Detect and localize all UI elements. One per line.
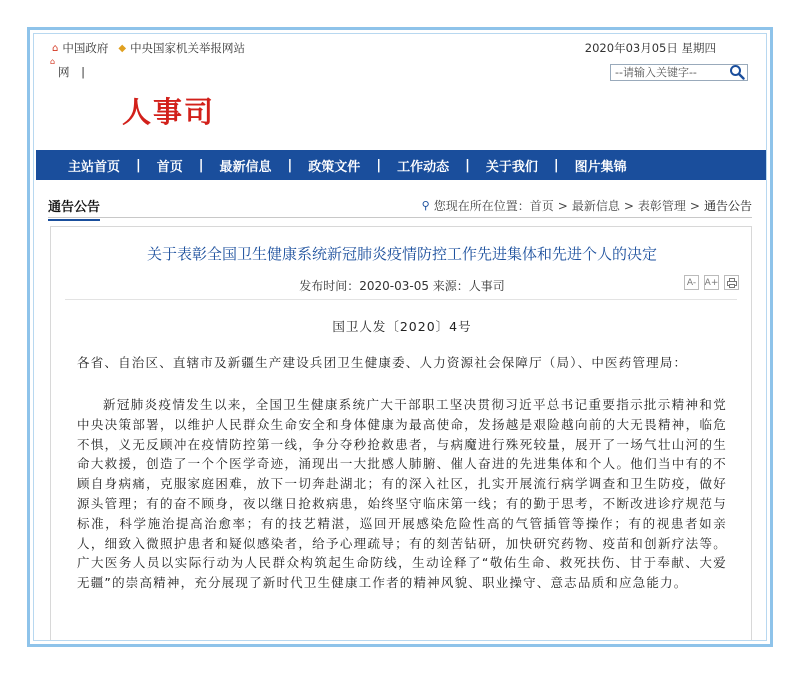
nav-separator: | [465,157,470,173]
document-number: 国卫人发〔2020〕4号 [332,319,472,334]
breadcrumb [422,197,752,214]
main-nav [36,150,766,180]
home-icon: ⌂ [52,43,59,54]
top-links-line2 [50,57,86,80]
location-pin-icon: ⚲ [421,199,430,212]
breadcrumb-label: 您现在所在位置： [433,199,530,213]
nav-separator: | [287,157,293,173]
font-increase-button[interactable]: A+ [704,275,719,290]
nav-separator: | [136,157,141,173]
article-tools [679,275,739,290]
section-header [48,194,752,218]
breadcrumb-arrow: > [623,198,634,213]
printer-icon [727,278,737,288]
site-title: 人事司 [122,95,216,129]
nav-item-gallery[interactable]: 图片集锦 [574,159,627,175]
breadcrumb-latest[interactable]: 最新信息 [571,199,620,213]
search-input[interactable] [611,65,725,80]
nav-item-about[interactable]: 关于我们 [485,159,538,175]
nav-separator: | [553,157,559,173]
font-decrease-button[interactable]: A- [684,275,699,290]
nav-item-work-news[interactable]: 工作动态 [397,159,450,175]
search-icon[interactable] [729,64,745,80]
nav-item-latest[interactable]: 最新信息 [219,159,272,175]
breadcrumb-current[interactable]: 通告公告 [703,199,752,213]
house-icon: ⌂ [50,57,56,66]
divider [65,299,737,300]
article-meta: 发布时间：2020-03-05 来源：人事司 [299,279,505,293]
breadcrumb-awards[interactable]: 表彰管理 [637,199,686,213]
report-icon: ◆ [118,42,127,54]
article-body: 新冠肺炎疫情发生以来，全国卫生健康系统广大干部职工坚决贯彻习近平总书记重要指示批示精神和党中央决策部署，以维护人民群众生命安全和身体健康为最高使命，发扬越是艰险越向前的大无畏精神，临危不惧，义无反顾冲在疫情防控第一线，争分夺秒抢救患者，与病魔进行殊死较量，展开了一场气壮山河的生命大救援，创造了一个个医学奇迹，涌现出一大批感人肺腑、催人奋进的先进集体和个人。他们当中有的不顾自身病痛，克服家庭困难，放下一切奔赴湖北；有的深入社区，扎实开展流行病学调查和卫生防疫，做好源头管理；有的奋不顾身，夜以继日抢救病患，始终坚守临床第一线；有的勤于思考，不断改进诊疗规范与标准，科学施治提高治愈率；有的技艺精湛，巡回开展感染危险性高的气管插管等操作；有的视患者如亲人，细致入微照护患者和疑似感染者，给予心理疏导；有的刻苦钻研，加快研究药物、疫苗和创新疗法等。广大医务人员以实际行动为人民群众构筑起生命防线，生动诠释了“敬佑生命、救死扶伤、甘于奉献、大爱无疆”的崇高精神，充分展现了新时代卫生健康工作者的精神风貌、职业操守、意志品质和应急能力。 [77,397,727,591]
article-box [50,226,752,641]
nav-separator: | [198,157,204,173]
breadcrumb-home[interactable]: 首页 [529,199,554,213]
article-title: 关于表彰全国卫生健康系统新冠肺炎疫情防控工作先进集体和先进个人的决定 [146,245,657,263]
link-gov-cont[interactable]: 网 [58,65,70,79]
addressee: 各省、自治区、直辖市及新疆生产建设兵团卫生健康委、人力资源社会保障厅（局）、中医药管理局： [77,355,688,370]
nav-item-policy[interactable]: 政策文件 [308,159,361,175]
date-display: 2020年03月05日 星期四 [584,41,716,55]
search-box [610,64,748,81]
top-bar [50,40,752,79]
print-icon[interactable] [724,275,739,290]
nav-item-main-home[interactable]: 主站首页 [68,159,121,175]
section-title: 通告公告 [48,196,100,221]
page-container [33,33,767,641]
nav-item-home[interactable]: 首页 [156,159,183,175]
top-links [52,40,245,56]
breadcrumb-arrow: > [557,198,568,213]
link-report-site[interactable]: 中央国家机关举报网站 [130,41,246,55]
nav-separator: | [376,157,382,173]
link-separator: | [81,65,86,79]
breadcrumb-arrow: > [689,198,700,213]
link-gov[interactable]: 中国政府 [62,41,109,55]
